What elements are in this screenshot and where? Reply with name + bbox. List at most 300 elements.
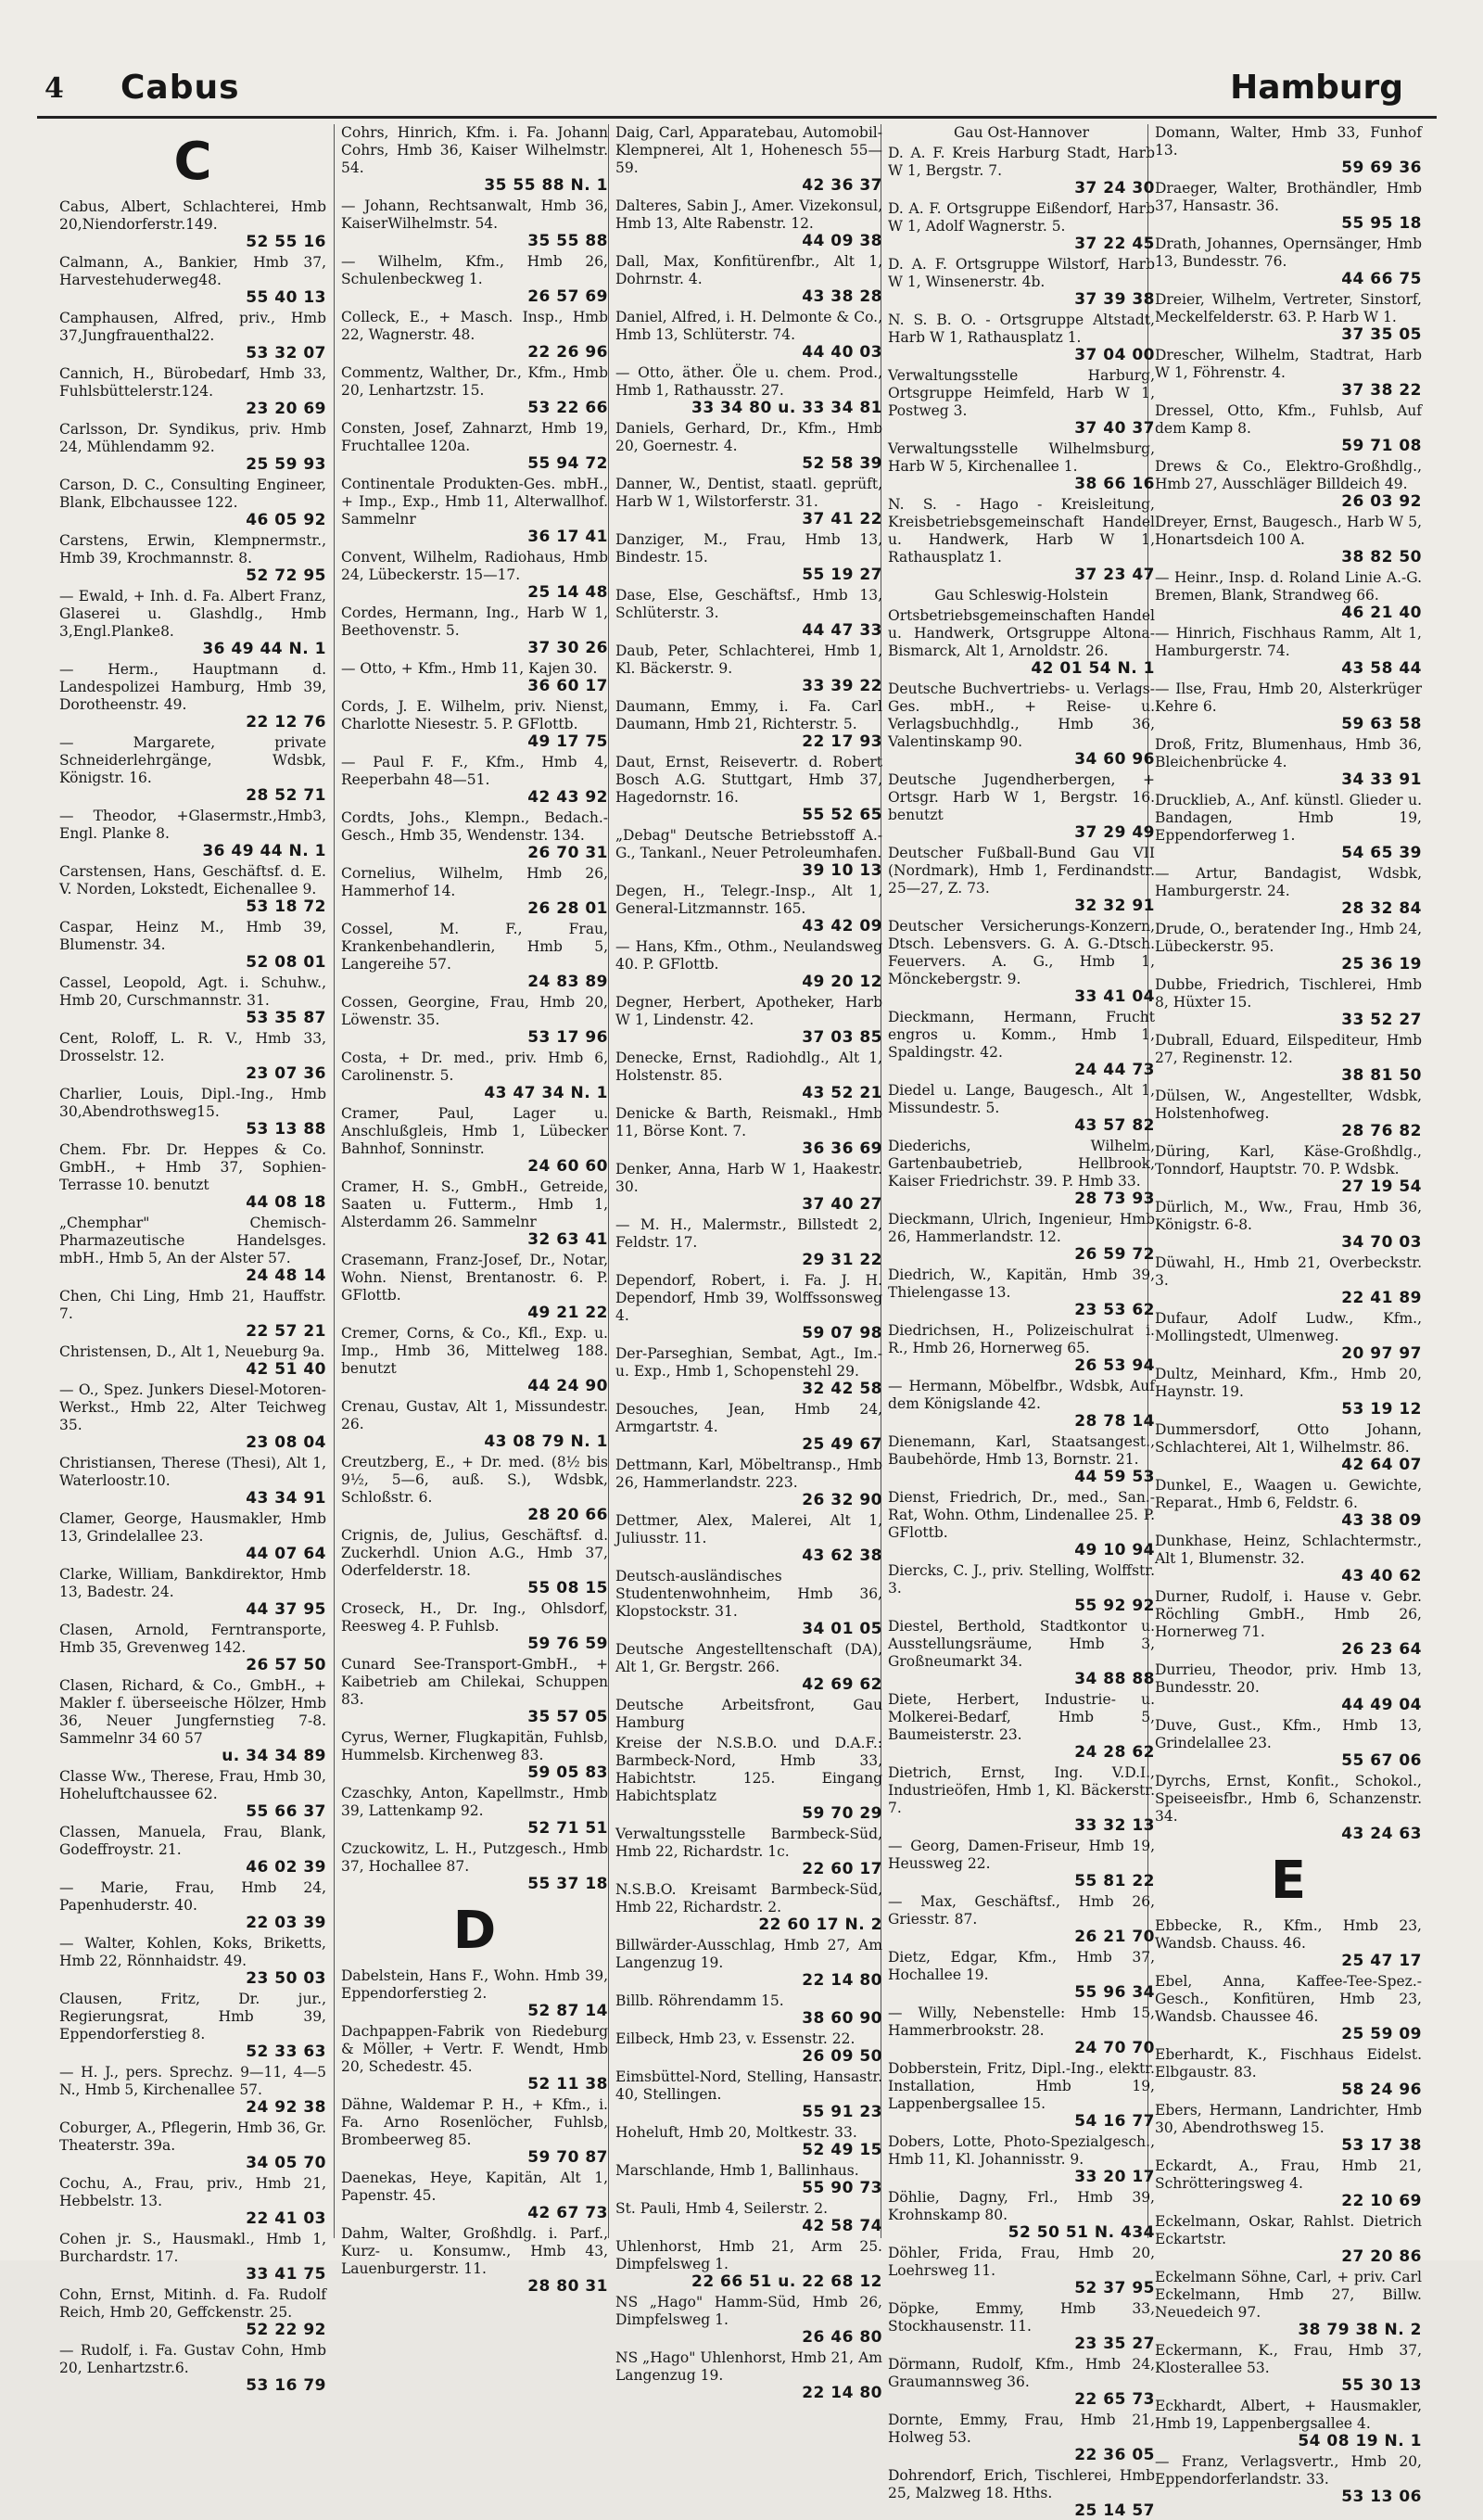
phone-number: 52 71 51 (527, 1819, 608, 1838)
directory-entry (1155, 2046, 1422, 2099)
entry-text: Dunkhase, Heinz, Schlachtermstr., Alt 1, Blumenstr. 32. (1155, 1533, 1422, 1567)
phone-number: 59 05 83 (527, 1763, 608, 1782)
directory-entry (888, 2467, 1155, 2520)
directory-entry (341, 698, 608, 751)
entry-text: Clausen, Fritz, Dr. jur., Regierungsrat, Hmb 39, Eppendorferstieg 8. (59, 1991, 326, 2043)
phone-number: 52 08 01 (246, 953, 326, 972)
entry-text: Daumann, Emmy, i. Fa. Carl Daumann, Hmb 21, Richterstr. 5. (615, 698, 882, 732)
entry-text: Eckhardt, Albert, + Hausmakler, Hmb 19, Lappenbergsallee 4. (1155, 2398, 1422, 2432)
directory-entry (1155, 1917, 1422, 1970)
phone-number: 59 70 87 (527, 2148, 608, 2167)
phone-number: 32 32 91 (1074, 897, 1155, 915)
phone-number: 55 90 73 (802, 2179, 882, 2197)
directory-entry (615, 2162, 882, 2197)
directory-entry (59, 1510, 326, 1563)
phone-number: 34 05 70 (246, 2154, 326, 2172)
phone-number: 52 55 16 (246, 233, 326, 251)
directory-entry (888, 1082, 1155, 1135)
directory-entry (341, 124, 608, 195)
phone-number: 23 20 69 (246, 400, 326, 418)
phone-number: 54 65 39 (1341, 844, 1422, 862)
phone-number: 42 69 62 (802, 1675, 882, 1694)
entry-text: Döhler, Frida, Frau, Hmb 20, Loehrsweg 11. (888, 2245, 1155, 2279)
directory-entry (1155, 1588, 1422, 1659)
directory-entry (341, 754, 608, 807)
directory-entry (341, 921, 608, 991)
directory-entry (615, 309, 882, 362)
directory-entry (1155, 625, 1422, 678)
entry-text: Duve, Gust., Kfm., Hmb 13, Grindelallee 23. (1155, 1717, 1422, 1751)
entry-text: Commentz, Walther, Dr., Kfm., Hmb 20, Lenhartzstr. 15. (341, 364, 608, 399)
section-letter: D (452, 1901, 497, 1961)
phone-number: 53 35 87 (246, 1009, 326, 1027)
phone-number: 52 72 95 (246, 566, 326, 585)
directory-entry (1155, 2269, 1422, 2339)
phone-number: 26 46 80 (802, 2328, 882, 2347)
directory-entry (59, 1935, 326, 1988)
directory-entry (59, 1622, 326, 1674)
entry-text: — Hermann, Möbelfbr., Wdsbk, Auf dem Königslande 42. (888, 1378, 1155, 1412)
directory-entry (59, 1215, 326, 1285)
phone-number: 37 40 37 (1074, 419, 1155, 438)
entry-text: Verwaltungsstelle Wilhelmsburg, Harb W 5, Kirchenallee 1. (888, 440, 1155, 475)
entry-text: Daig, Carl, Apparatebau, Automobil-Klempnerei, Alt 1, Hohenesch 55—59. (615, 124, 882, 176)
phone-number: 49 21 22 (527, 1304, 608, 1322)
entry-text: Cramer, H. S., GmbH., Getreide, Saaten u. Futterm., Hmb 1, Alsterdamm 26. Sammelnr (341, 1178, 608, 1230)
entry-text: — Artur, Bandagist, Wdsbk, Hamburgerstr. 24. (1155, 865, 1422, 899)
phone-number: 59 69 36 (1341, 159, 1422, 177)
directory-entry (888, 2300, 1155, 2353)
entry-text: Cohen jr. S., Hausmakl., Hmb 1, Burchardstr. 17. (59, 2231, 326, 2265)
phone-number: 25 47 17 (1341, 1952, 1422, 1970)
directory-entry (888, 2060, 1155, 2131)
directory-entry (341, 1967, 608, 2020)
directory-entry (1155, 1310, 1422, 1363)
directory-entry (615, 1826, 882, 1878)
entry-text: — Max, Geschäftsf., Hmb 26, Griesstr. 87. (888, 1893, 1155, 1928)
entry-text: — Ewald, + Inh. d. Fa. Albert Franz, Glaserei u. Glashdlg., Hmb 3,Engl.Planke8. (59, 588, 326, 640)
phone-number: 28 20 66 (527, 1506, 608, 1524)
entry-text: Cossen, Georgine, Frau, Hmb 20, Löwenstr. 35. (341, 994, 608, 1028)
phone-number: 42 43 92 (527, 788, 608, 807)
phone-number: 55 81 22 (1074, 1872, 1155, 1890)
entry-text: Cords, J. E. Wilhelm, priv. Nienst, Charlotte Niesestr. 5. P. GFlottb. (341, 698, 608, 732)
entry-text: D. A. F. Ortsgruppe Wilstorf, Harb W 1, Winsenerstr. 4b. (888, 256, 1155, 290)
directory-entry (615, 2200, 882, 2235)
phone-number: 35 57 05 (527, 1708, 608, 1726)
entry-text: St. Pauli, Hmb 4, Seilerstr. 2. (615, 2200, 829, 2217)
directory-entry (341, 865, 608, 918)
phone-number: 26 57 50 (246, 1656, 326, 1674)
directory-entry (615, 197, 882, 250)
directory-entry (341, 660, 608, 695)
header-rule (37, 116, 1437, 119)
phone-number: 55 08 15 (527, 1579, 608, 1597)
phone-number: 37 23 47 (1074, 566, 1155, 584)
entry-text: — Paul F. F., Kfm., Hmb 4, Reeperbahn 48—51. (341, 754, 608, 788)
entry-text: Ebers, Hermann, Landrichter, Hmb 30, Abendrothsweg 15. (1155, 2102, 1422, 2136)
phone-number: 44 47 33 (802, 621, 882, 640)
directory-entry (59, 1991, 326, 2061)
phone-number: 33 52 27 (1341, 1011, 1422, 1029)
directory-entry (59, 365, 326, 418)
phone-number: 20 97 97 (1341, 1344, 1422, 1363)
directory-entry (615, 476, 882, 528)
phone-number: 44 37 95 (246, 1600, 326, 1619)
phone-number: 52 37 95 (1074, 2279, 1155, 2297)
entry-text: Dependorf, Robert, i. Fa. J. H. Dependorf, Hmb 39, Wolffssonsweg 4. (615, 1272, 882, 1324)
entry-text: Dülsen, W., Angestellter, Wdsbk, Holstenhofweg. (1155, 1088, 1422, 1122)
phone-number: 43 38 28 (802, 287, 882, 306)
entry-text: Degen, H., Telegr.-Insp., Alt 1, General-Litzmannstr. 165. (615, 883, 882, 917)
entry-text: Dohrendorf, Erich, Tischlerei, Hmb 25, Malzweg 18. Hths. (888, 2467, 1155, 2501)
entry-text: Dressel, Otto, Kfm., Fuhlsb, Auf dem Kamp 8. (1155, 402, 1422, 437)
directory-entry (1155, 736, 1422, 789)
phone-number: 33 41 75 (246, 2265, 326, 2284)
entry-text: Der-Parseghian, Sembat, Agt., Im.- u. Exp., Hmb 1, Schopenstehl 29. (615, 1345, 882, 1380)
directory-entry (888, 1138, 1155, 1208)
entry-text: Cannich, H., Bürobedarf, Hmb 33, Fuhlsbüttelerstr.124. (59, 365, 326, 400)
phone-number: 43 08 79 N. 1 (484, 1432, 608, 1451)
entry-text: Dobberstein, Fritz, Dipl.-Ing., elektr. Installation, Hmb 19, Lappenbergsallee 15. (888, 2060, 1155, 2112)
entry-text: Calmann, A., Bankier, Hmb 37, Harvestehuderweg48. (59, 254, 326, 288)
entry-text: Clasen, Arnold, Ferntransporte, Hmb 35, Grevenweg 142. (59, 1622, 326, 1656)
directory-entry (59, 477, 326, 529)
directory-entry (888, 2005, 1155, 2057)
entry-text: „Debag" Deutsche Betriebsstoff A.-G., Tankanl., Neuer Petroleumhafen. (615, 827, 882, 861)
phone-number: 44 07 64 (246, 1545, 326, 1563)
entry-text: Chem. Fbr. Dr. Heppes & Co. GmbH., + Hmb 37, Sophien-Terrasse 10. benutzt (59, 1141, 326, 1193)
entry-text: — Herm., Hauptmann d. Landespolizei Hamburg, Hmb 39, Dorotheenstr. 49. (59, 661, 326, 713)
phone-number: 55 95 18 (1341, 214, 1422, 233)
phone-number: 22 41 89 (1341, 1289, 1422, 1307)
phone-number: 36 49 44 N. 1 (202, 842, 326, 860)
directory-entry (59, 863, 326, 916)
entry-text: Deutsch-ausländisches Studentenwohnheim, Hmb 36, Klopstockstr. 31. (615, 1568, 882, 1620)
entry-text: Caspar, Heinz M., Hmb 39, Blumenstr. 34. (59, 919, 326, 953)
directory-entry (1155, 976, 1422, 1029)
directory-entry (888, 1489, 1155, 1559)
directory-entry (341, 1252, 608, 1322)
directory-entry (341, 1178, 608, 1249)
phone-number: 22 65 73 (1074, 2390, 1155, 2409)
phone-number: 37 03 85 (802, 1028, 882, 1047)
phone-number: 22 14 80 (802, 1971, 882, 1990)
phone-number: 44 09 38 (802, 232, 882, 250)
phone-number: 52 22 92 (246, 2321, 326, 2339)
phone-number: 33 20 17 (1074, 2168, 1155, 2186)
entry-text: Domann, Walter, Hmb 33, Funhof 13. (1155, 124, 1422, 159)
entry-text: — Marie, Frau, Hmb 24, Papenhuderstr. 40. (59, 1879, 326, 1914)
directory-entry (1155, 235, 1422, 288)
phone-number: 55 92 92 (1074, 1597, 1155, 1615)
phone-number: 34 88 88 (1074, 1670, 1155, 1688)
directory-entry (615, 253, 882, 306)
phone-number: 43 47 34 N. 1 (484, 1084, 608, 1102)
directory-entry (341, 2170, 608, 2222)
entry-text: Eckardt, A., Frau, Hmb 21, Schrötteringsweg 4. (1155, 2157, 1422, 2192)
entry-text: Cramer, Paul, Lager u. Anschlußgleis, Hmb 1, Lübecker Bahnhof, Sonninstr. (341, 1105, 608, 1157)
phone-number: 52 50 51 N. 434 (1008, 2223, 1155, 2242)
directory-entry (615, 1512, 882, 1565)
entry-text: Dall, Max, Konfitürenfbr., Alt 1, Dohrnstr. 4. (615, 253, 882, 287)
city-title: Hamburg (1230, 69, 1403, 107)
phone-number: 34 60 96 (1074, 750, 1155, 769)
phone-number: 36 60 17 (527, 677, 608, 695)
directory-entry (59, 2286, 326, 2339)
section-title: Cabus (120, 69, 240, 107)
directory-entry (1155, 569, 1422, 622)
phone-number: 42 67 73 (527, 2204, 608, 2222)
entry-text: Denecke, Ernst, Radiohdlg., Alt 1, Holstenstr. 85. (615, 1050, 882, 1084)
phone-number: 37 04 00 (1074, 346, 1155, 364)
entry-text: Droß, Fritz, Blumenhaus, Hmb 36, Bleichenbrücke 4. (1155, 736, 1422, 770)
directory-entry (615, 1641, 882, 1694)
entry-text: Cossel, M. F., Frau, Krankenbehandlerin, Hmb 5, Langereihe 57. (341, 921, 608, 973)
phone-number: 29 31 22 (802, 1251, 882, 1269)
entry-text: Eckelmann Söhne, Carl, + priv. Carl Eckelmann, Hmb 27, Billw. Neuedeich 97. (1155, 2269, 1422, 2321)
section-letter: C (173, 132, 212, 192)
directory-entry (59, 198, 326, 251)
phone-number: 53 17 38 (1341, 2136, 1422, 2155)
phone-number: 37 40 27 (802, 1195, 882, 1214)
entry-text: Dahm, Walter, Großhdlg. i. Parf., Kurz- u. Konsumw., Hmb 43, Lauenburgerstr. 11. (341, 2225, 608, 2277)
phone-number: 34 01 05 (802, 1620, 882, 1638)
column-divider (608, 124, 609, 2238)
directory-entry (59, 1381, 326, 1452)
directory-entry (888, 1009, 1155, 1079)
directory-entry (1155, 1533, 1422, 1585)
directory-entry (615, 1937, 882, 1990)
phone-number: 37 29 49 (1074, 823, 1155, 842)
directory-entry (1155, 1199, 1422, 1252)
entry-text: Dubrall, Eduard, Eilspediteur, Hmb 27, Reginenstr. 12. (1155, 1032, 1422, 1066)
directory-entry (341, 1050, 608, 1102)
directory-entry (615, 883, 882, 935)
phone-number: 55 67 06 (1341, 1751, 1422, 1770)
entry-text: Dase, Else, Geschäftsf., Hmb 13, Schlüterstr. 3. (615, 587, 882, 621)
phone-number: 26 32 90 (802, 1491, 882, 1509)
phone-number: 26 28 01 (527, 899, 608, 918)
entry-text: Cohn, Ernst, Mitinh. d. Fa. Rudolf Reich, Hmb 20, Geffckenstr. 25. (59, 2286, 326, 2321)
phone-number: 43 62 38 (802, 1546, 882, 1565)
phone-number: 37 22 45 (1074, 235, 1155, 253)
phone-number: 22 14 80 (802, 2384, 882, 2402)
entry-text: Degner, Herbert, Apotheker, Harb W 1, Lindenstr. 42. (615, 994, 882, 1028)
directory-entry (59, 2064, 326, 2117)
directory-entry (1155, 1973, 1422, 2043)
entry-text: — Georg, Damen-Friseur, Hmb 19, Heussweg 22. (888, 1838, 1155, 1872)
entry-text: Deutsche Jugendherbergen, + Ortsgr. Harb W 1, Bergstr. 16. benutzt (888, 771, 1155, 823)
entry-text: Christensen, D., Alt 1, Neueburg 9a. (59, 1343, 325, 1360)
entry-text: — Johann, Rechtsanwalt, Hmb 36, KaiserWilhelmstr. 54. (341, 197, 608, 232)
directory-entry (615, 531, 882, 584)
phone-number: 28 76 82 (1341, 1122, 1422, 1140)
directory-entry (1155, 2342, 1422, 2395)
phone-number: 46 21 40 (1341, 604, 1422, 622)
directory-entry (1155, 865, 1422, 918)
directory-entry (59, 974, 326, 1027)
column-divider (334, 124, 335, 2238)
phone-number: 53 19 12 (1341, 1400, 1422, 1419)
entry-text: Eimsbüttel-Nord, Stelling, Hansastr. 40, Stellingen. (615, 2068, 882, 2103)
phone-number: 28 73 93 (1074, 1190, 1155, 1208)
entry-text: NS „Hago" Hamm-Süd, Hmb 26, Dimpfelsweg 1. (615, 2294, 882, 2328)
phone-number: 59 76 59 (527, 1635, 608, 1653)
entry-text: Cohrs, Hinrich, Kfm. i. Fa. Johann Cohrs, Hmb 36, Kaiser Wilhelmstr. 54. (341, 124, 608, 176)
entry-text: Cochu, A., Frau, priv., Hmb 21, Hebbelstr. 13. (59, 2175, 326, 2209)
directory-entry (615, 2030, 882, 2066)
phone-number: 46 05 92 (246, 511, 326, 529)
entry-text: Cyrus, Werner, Flugkapitän, Fuhlsb, Hummelsb. Kirchenweg 83. (341, 1729, 608, 1763)
directory-entry (615, 587, 882, 640)
directory-entry (341, 809, 608, 862)
entry-text: Hoheluft, Hmb 20, Moltkestr. 33. (615, 2124, 857, 2141)
directory-entry (59, 919, 326, 972)
entry-text: Diedrich, W., Kapitän, Hmb 39, Thielengasse 13. (888, 1266, 1155, 1301)
directory-entry (341, 1600, 608, 1653)
directory-entry (341, 2096, 608, 2167)
phone-number: 26 21 70 (1074, 1928, 1155, 1946)
phone-number: 24 70 70 (1074, 2039, 1155, 2057)
entry-text: — Hinrich, Fischhaus Ramm, Alt 1, Hamburgerstr. 74. (1155, 625, 1422, 659)
directory-entry (615, 2068, 882, 2121)
entry-text: Dienst, Friedrich, Dr., med., San.-Rat, Wohn. Othm, Lindenallee 25. P. GFlottb. (888, 1489, 1155, 1541)
directory-entry (615, 1161, 882, 1214)
directory-entry (1155, 1477, 1422, 1530)
entry-text: — Ilse, Frau, Hmb 20, Alsterkrüger Kehre 6. (1155, 681, 1422, 715)
entry-text: Clasen, Richard, & Co., GmbH., + Makler f. überseeische Hölzer, Hmb 36, Neuer Jungfernstieg 7-8. Sammelnr 34 60 57 (59, 1677, 326, 1747)
phone-number: 53 22 66 (527, 399, 608, 417)
phone-number: 43 34 91 (246, 1489, 326, 1508)
entry-text: Verwaltungsstelle Barmbeck-Süd, Hmb 22, Richardstr. 1c. (615, 1826, 882, 1860)
phone-number: 46 02 39 (246, 1858, 326, 1877)
phone-number: 22 26 96 (527, 343, 608, 362)
column-5 (1155, 124, 1422, 2506)
directory-entry (1155, 180, 1422, 233)
directory-entry (888, 145, 1155, 197)
phone-number: 44 24 90 (527, 1377, 608, 1395)
directory-entry (341, 994, 608, 1047)
entry-text: Durner, Rudolf, i. Hause v. Gebr. Röchling GmbH., Hmb 26, Hornerweg 71. (1155, 1588, 1422, 1640)
entry-text: Deutscher Versicherungs-Konzern, Dtsch. Lebensvers. G. A. G.-Dtsch. Feuervers. A. G., Hmb 1, Mönckebergstr. 9. (888, 918, 1155, 987)
phone-number: 43 24 63 (1341, 1825, 1422, 1843)
directory-entry (59, 1879, 326, 1932)
directory-entry (341, 1454, 608, 1524)
directory-entry (59, 2342, 326, 2395)
entry-text: Dürlich, M., Ww., Frau, Hmb 36, Königstr. 6-8. (1155, 1199, 1422, 1233)
directory-entry (615, 1568, 882, 1638)
directory-entry (615, 124, 882, 195)
phone-number: 52 11 38 (527, 2075, 608, 2094)
entry-text: Drath, Johannes, Opernsänger, Hmb 13, Bundesstr. 76. (1155, 235, 1422, 270)
entry-text: — Heinr., Insp. d. Roland Linie A.-G. Bremen, Blank, Strandweg 66. (1155, 569, 1422, 604)
entry-text: Dörmann, Rudolf, Kfm., Hmb 24, Graumannsweg 36. (888, 2356, 1155, 2390)
phone-number: 32 63 41 (527, 1230, 608, 1249)
directory-entry (59, 1030, 326, 1083)
directory-entry (1155, 347, 1422, 400)
directory-entry (615, 1457, 882, 1509)
directory-entry (1155, 1143, 1422, 1196)
directory-entry (59, 588, 326, 658)
directory-entry (59, 1455, 326, 1508)
entry-text: Classe Ww., Therese, Frau, Hmb 30, Hoheluftchaussee 62. (59, 1768, 326, 1802)
phone-number: 59 70 29 (802, 1804, 882, 1823)
directory-entry (615, 1992, 882, 2028)
phone-number: 52 58 39 (802, 454, 882, 473)
entry-text: Costa, + Dr. med., priv. Hmb 6, Carolinenstr. 5. (341, 1050, 608, 1084)
phone-number: 33 32 13 (1074, 1816, 1155, 1835)
directory-entry (888, 1618, 1155, 1688)
directory-entry (615, 754, 882, 824)
phone-number: 43 57 82 (1074, 1116, 1155, 1135)
phone-number: 43 40 62 (1341, 1567, 1422, 1585)
phone-number: 42 51 40 (246, 1360, 326, 1379)
entry-text: Dettmann, Karl, Möbeltransp., Hmb 26, Hammerlandstr. 223. (615, 1457, 882, 1491)
entry-text: — H. J., pers. Sprechz. 9—11, 4—5 N., Hmb 5, Kirchenallee 57. (59, 2064, 326, 2098)
entry-text: Billwärder-Ausschlag, Hmb 27, Am Langenzug 19. (615, 1937, 882, 1971)
phone-number: 55 96 34 (1074, 1983, 1155, 2002)
phone-number: 22 12 76 (246, 713, 326, 732)
phone-number: 24 60 60 (527, 1157, 608, 1176)
directory-entry (59, 254, 326, 307)
entry-text: — O., Spez. Junkers Diesel-Motoren-Werkst., Hmb 22, Alter Teichweg 35. (59, 1381, 326, 1433)
phone-number: 55 30 13 (1341, 2376, 1422, 2395)
directory-entry (59, 1086, 326, 1139)
entry-text: — Otto, äther. Öle u. chem. Prod., Hmb 1, Rathausstr. 27. (615, 364, 882, 399)
entry-text: Chen, Chi Ling, Hmb 21, Hauffstr. 7. (59, 1288, 326, 1322)
directory-entry (888, 918, 1155, 1006)
directory-entry (1155, 2398, 1422, 2450)
phone-number: 38 82 50 (1341, 548, 1422, 566)
directory-entry (615, 2124, 882, 2159)
phone-number: 36 49 44 N. 1 (202, 640, 326, 658)
entry-text: Coburger, A., Pflegerin, Hmb 36, Gr. Theaterstr. 39a. (59, 2119, 326, 2154)
entry-text: Cunard See-Transport-GmbH., + Kaibetrieb am Chilekai, Schuppen 83. (341, 1656, 608, 1708)
phone-number: u. 34 34 89 (222, 1747, 326, 1765)
phone-number: 33 39 22 (802, 677, 882, 695)
entry-text: Carstensen, Hans, Geschäftsf. d. E. V. Norden, Lokstedt, Eichenallee 9. (59, 863, 326, 897)
entry-text: Ortsbetriebsgemeinschaften Handel u. Handwerk, Ortsgruppe Altona-Bismarck, Alt 1, Arnoldstr. 26. (888, 607, 1155, 659)
entry-text: Dietz, Edgar, Kfm., Hmb 37, Hochallee 19. (888, 1949, 1155, 1983)
directory-entry (615, 1105, 882, 1158)
entry-text: — Hans, Kfm., Othm., Neulandsweg 40. P. GFlottb. (615, 938, 882, 973)
entry-text: — Theodor, +Glasermstr.,Hmb3, Engl. Planke 8. (59, 808, 326, 842)
entry-text: N. S. - Hago - Kreisleitung, Kreisbetriebsgemeinschaft Handel u. Handwerk, Harb W 1, Rathausplatz 1. (888, 496, 1155, 566)
entry-text: Dähne, Waldemar P. H., + Kfm., i. Fa. Arno Rosenlöcher, Fuhlsb, Brombeerweg 85. (341, 2096, 608, 2148)
phone-number: 25 59 93 (246, 455, 326, 474)
phone-number: 38 81 50 (1341, 1066, 1422, 1085)
entry-text: Cordes, Hermann, Ing., Harb W 1, Beethovenstr. 5. (341, 605, 608, 639)
entry-text: Eckelmann, Oskar, Rahlst. Dietrich Eckartstr. (1155, 2213, 1422, 2247)
directory-entry (888, 440, 1155, 493)
column-4 (888, 124, 1155, 2520)
entry-text: NS „Hago" Uhlenhorst, Hmb 21, Am Langenzug 19. (615, 2349, 882, 2384)
directory-entry (1155, 2453, 1422, 2506)
directory-entry (888, 845, 1155, 915)
phone-number: 43 58 44 (1341, 659, 1422, 678)
directory-entry (615, 994, 882, 1047)
directory-entry (59, 808, 326, 860)
phone-number: 38 66 16 (1074, 475, 1155, 493)
entry-text: Carlsson, Dr. Syndikus, priv. Hmb 24, Mühlendamm 92. (59, 421, 326, 455)
entry-text: Crasemann, Franz-Josef, Dr., Notar, Wohn. Nienst, Brentanostr. 6. P. GFlottb. (341, 1252, 608, 1304)
phone-number: 37 30 26 (527, 639, 608, 657)
directory-entry (59, 1288, 326, 1341)
entry-text: Düwahl, H., Hmb 21, Overbeckstr. 3. (1155, 1254, 1422, 1289)
phone-number: 26 70 31 (527, 844, 608, 862)
entry-text: Carson, D. C., Consulting Engineer, Blank, Elbchaussee 122. (59, 477, 326, 511)
